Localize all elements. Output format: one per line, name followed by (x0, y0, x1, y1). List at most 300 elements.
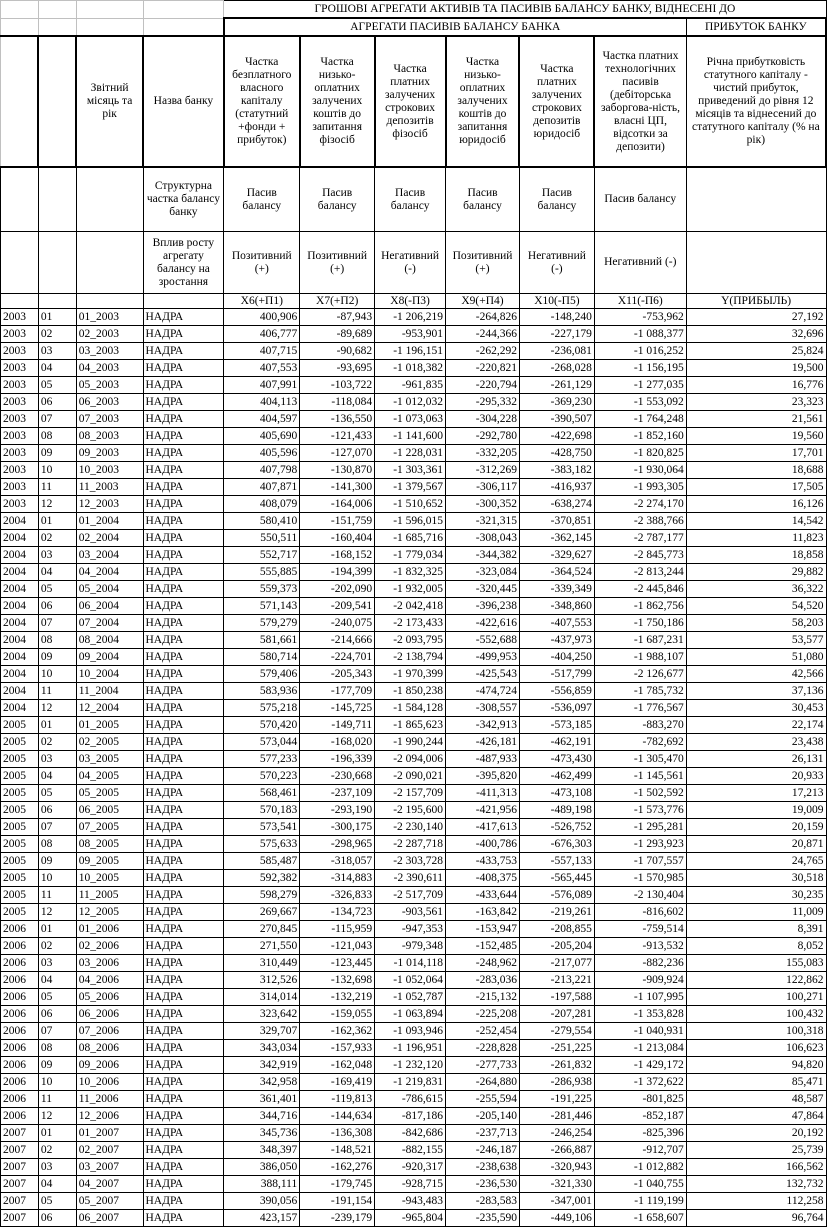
cell-x9[interactable]: -236,530 (446, 1176, 520, 1193)
cell-x10[interactable]: -261,129 (519, 377, 594, 394)
cell-y[interactable]: 112,258 (686, 1193, 826, 1210)
cell-x8[interactable]: -882,155 (375, 1142, 446, 1159)
cell-y[interactable]: 16,126 (686, 496, 826, 513)
cell[interactable] (76, 232, 143, 294)
cell[interactable] (1, 1, 39, 19)
cell-bank-name[interactable]: НАДРА (143, 1074, 224, 1091)
cell-x7[interactable]: -196,339 (300, 751, 375, 768)
cell-x7[interactable]: -168,020 (300, 734, 375, 751)
cell-month[interactable]: 08 (38, 428, 76, 445)
cell-month[interactable]: 03 (38, 343, 76, 360)
cell-y[interactable]: 155,083 (686, 955, 826, 972)
cell[interactable] (143, 18, 224, 36)
cell-month[interactable]: 05 (38, 581, 76, 598)
cell-y[interactable]: 22,174 (686, 717, 826, 734)
cell-month[interactable]: 06 (38, 1006, 76, 1023)
cell-month[interactable]: 04 (38, 1176, 76, 1193)
cell-period-code[interactable]: 08_2003 (76, 428, 143, 445)
cell-x6[interactable]: 573,044 (224, 734, 300, 751)
cell-year[interactable]: 2003 (1, 360, 39, 377)
cell-period-code[interactable]: 12_2003 (76, 496, 143, 513)
cell-x7[interactable]: -90,682 (300, 343, 375, 360)
cell-y[interactable]: 20,871 (686, 836, 826, 853)
cell[interactable] (76, 18, 143, 36)
cell-year[interactable]: 2004 (1, 700, 39, 717)
group-passive-header[interactable]: АГРЕГАТИ ПАСИВІВ БАЛАНСУ БАНКА (224, 18, 686, 36)
cell-bank-name[interactable]: НАДРА (143, 1057, 224, 1074)
cell-x9[interactable]: -422,616 (446, 615, 520, 632)
cell[interactable] (143, 294, 224, 309)
cell-year[interactable]: 2004 (1, 547, 39, 564)
cell-year[interactable]: 2004 (1, 649, 39, 666)
cell-x6[interactable]: 406,777 (224, 326, 300, 343)
cell-year[interactable]: 2004 (1, 666, 39, 683)
cell-x8[interactable]: -1 012,032 (375, 394, 446, 411)
cell-x7[interactable]: -119,813 (300, 1091, 375, 1108)
cell-bank-name[interactable]: НАДРА (143, 751, 224, 768)
cell-x11[interactable]: -825,396 (594, 1125, 686, 1142)
cell-x8[interactable]: -1 850,238 (375, 683, 446, 700)
cell-period-code[interactable]: 06_2005 (76, 802, 143, 819)
cell-y[interactable]: 18,688 (686, 462, 826, 479)
cell-period-code[interactable]: 05_2006 (76, 989, 143, 1006)
cell-year[interactable]: 2004 (1, 632, 39, 649)
cell-x6[interactable]: 270,845 (224, 921, 300, 938)
cell-x6[interactable]: 271,550 (224, 938, 300, 955)
cell-x10[interactable]: -286,938 (519, 1074, 594, 1091)
cell-x8[interactable]: -1 584,128 (375, 700, 446, 717)
cell-x10[interactable]: -428,750 (519, 445, 594, 462)
cell-x8[interactable]: -1 141,600 (375, 428, 446, 445)
cell-year[interactable]: 2005 (1, 819, 39, 836)
cell-x9[interactable]: -433,753 (446, 853, 520, 870)
cell-bank-name[interactable]: НАДРА (143, 921, 224, 938)
cell-x10[interactable]: -676,303 (519, 836, 594, 853)
cell-period-code[interactable]: 11_2004 (76, 683, 143, 700)
cell-year[interactable]: 2005 (1, 734, 39, 751)
cell-year[interactable]: 2004 (1, 598, 39, 615)
cell-x8[interactable]: -903,561 (375, 904, 446, 921)
cell-x7[interactable]: -115,959 (300, 921, 375, 938)
cell-y[interactable]: 8,391 (686, 921, 826, 938)
cell-bank-name[interactable]: НАДРА (143, 1210, 224, 1227)
cell-y[interactable]: 106,623 (686, 1040, 826, 1057)
cell-month[interactable]: 10 (38, 462, 76, 479)
cell-x11[interactable]: -1 820,825 (594, 445, 686, 462)
cell-year[interactable]: 2005 (1, 853, 39, 870)
cell-month[interactable]: 12 (38, 496, 76, 513)
header-x6[interactable]: Частка безплатного власного капіталу (статутний +фонди + прибуток) (224, 36, 300, 167)
cell-bank-name[interactable]: НАДРА (143, 411, 224, 428)
cell-x8[interactable]: -1 228,031 (375, 445, 446, 462)
impact-x11[interactable]: Негативний (-) (594, 232, 686, 294)
structure-x6[interactable]: Пасив балансу (224, 167, 300, 232)
cell-x11[interactable]: -883,270 (594, 717, 686, 734)
cell-year[interactable]: 2003 (1, 326, 39, 343)
cell-x7[interactable]: -121,043 (300, 938, 375, 955)
cell-month[interactable]: 01 (38, 309, 76, 326)
cell-x8[interactable]: -1 303,361 (375, 462, 446, 479)
cell-x7[interactable]: -103,722 (300, 377, 375, 394)
cell-x10[interactable]: -383,182 (519, 462, 594, 479)
cell-x8[interactable]: -965,804 (375, 1210, 446, 1227)
cell-y[interactable]: 25,739 (686, 1142, 826, 1159)
cell-x6[interactable]: 570,183 (224, 802, 300, 819)
cell-year[interactable]: 2005 (1, 904, 39, 921)
cell-year[interactable]: 2003 (1, 462, 39, 479)
cell-x7[interactable]: -202,090 (300, 581, 375, 598)
cell-bank-name[interactable]: НАДРА (143, 479, 224, 496)
cell-x8[interactable]: -1 865,623 (375, 717, 446, 734)
cell-x6[interactable]: 345,736 (224, 1125, 300, 1142)
cell-x9[interactable]: -225,208 (446, 1006, 520, 1023)
header-y[interactable]: Річна прибутковість статутного капіталу - чистий прибуток, приведений до рівня 12 місяців та віднесений до статутного капіталу (% на рік) (686, 36, 826, 167)
cell-month[interactable]: 03 (38, 955, 76, 972)
header-x10[interactable]: Частка платних залучених строкових депозитів юридосіб (519, 36, 594, 167)
cell-x9[interactable]: -395,820 (446, 768, 520, 785)
cell-x9[interactable]: -321,315 (446, 513, 520, 530)
cell-bank-name[interactable]: НАДРА (143, 581, 224, 598)
cell-y[interactable]: 100,318 (686, 1023, 826, 1040)
cell-year[interactable]: 2006 (1, 1057, 39, 1074)
cell-x6[interactable]: 329,707 (224, 1023, 300, 1040)
cell-x11[interactable]: -1 088,377 (594, 326, 686, 343)
cell-year[interactable]: 2006 (1, 1108, 39, 1125)
cell-x10[interactable]: -213,221 (519, 972, 594, 989)
cell-x7[interactable]: -168,152 (300, 547, 375, 564)
cell-bank-name[interactable]: НАДРА (143, 989, 224, 1006)
cell-year[interactable]: 2006 (1, 1074, 39, 1091)
cell-period-code[interactable]: 03_2003 (76, 343, 143, 360)
cell-period-code[interactable]: 04_2006 (76, 972, 143, 989)
cell-bank-name[interactable]: НАДРА (143, 1176, 224, 1193)
cell-period-code[interactable]: 04_2003 (76, 360, 143, 377)
cell-bank-name[interactable]: НАДРА (143, 836, 224, 853)
cell-x10[interactable]: -517,799 (519, 666, 594, 683)
cell-period-code[interactable]: 06_2007 (76, 1210, 143, 1227)
cell-x10[interactable]: -473,430 (519, 751, 594, 768)
cell-year[interactable]: 2004 (1, 615, 39, 632)
cell-y[interactable]: 47,864 (686, 1108, 826, 1125)
cell-x8[interactable]: -2 138,794 (375, 649, 446, 666)
cell-y[interactable]: 23,438 (686, 734, 826, 751)
cell-x7[interactable]: -136,308 (300, 1125, 375, 1142)
cell-y[interactable]: 20,159 (686, 819, 826, 836)
cell-y[interactable]: 100,271 (686, 989, 826, 1006)
cell-year[interactable]: 2003 (1, 343, 39, 360)
cell-period-code[interactable]: 01_2005 (76, 717, 143, 734)
cell-x8[interactable]: -961,835 (375, 377, 446, 394)
cell-x11[interactable]: -801,825 (594, 1091, 686, 1108)
cell-y[interactable]: 21,561 (686, 411, 826, 428)
cell-y[interactable]: 100,432 (686, 1006, 826, 1023)
cell-x7[interactable]: -293,190 (300, 802, 375, 819)
cell-x6[interactable]: 408,079 (224, 496, 300, 513)
cell-x11[interactable]: -1 145,561 (594, 768, 686, 785)
cell-period-code[interactable]: 04_2004 (76, 564, 143, 581)
cell-x6[interactable]: 407,798 (224, 462, 300, 479)
cell-period-code[interactable]: 02_2007 (76, 1142, 143, 1159)
cell-x10[interactable]: -320,943 (519, 1159, 594, 1176)
cell[interactable] (38, 1, 76, 19)
cell-x11[interactable]: -1 372,622 (594, 1074, 686, 1091)
cell-year[interactable]: 2006 (1, 1091, 39, 1108)
cell-period-code[interactable]: 06_2003 (76, 394, 143, 411)
cell-month[interactable]: 04 (38, 972, 76, 989)
cell-x7[interactable]: -318,057 (300, 853, 375, 870)
cell-x10[interactable]: -557,133 (519, 853, 594, 870)
cell-month[interactable]: 09 (38, 853, 76, 870)
cell-period-code[interactable]: 05_2007 (76, 1193, 143, 1210)
cell[interactable] (1, 232, 39, 294)
cell-x8[interactable]: -1 063,894 (375, 1006, 446, 1023)
cell-x6[interactable]: 575,633 (224, 836, 300, 853)
cell-y[interactable]: 58,203 (686, 615, 826, 632)
cell-x8[interactable]: -1 932,005 (375, 581, 446, 598)
cell-year[interactable]: 2006 (1, 972, 39, 989)
cell-x7[interactable]: -169,419 (300, 1074, 375, 1091)
cell-period-code[interactable]: 02_2004 (76, 530, 143, 547)
cell[interactable] (1, 36, 39, 167)
cell-month[interactable]: 01 (38, 717, 76, 734)
cell-bank-name[interactable]: НАДРА (143, 768, 224, 785)
cell-x11[interactable]: -852,187 (594, 1108, 686, 1125)
cell-x8[interactable]: -1 970,399 (375, 666, 446, 683)
impact-y[interactable] (686, 232, 826, 294)
cell-x8[interactable]: -2 517,709 (375, 887, 446, 904)
cell-x6[interactable]: 342,958 (224, 1074, 300, 1091)
cell-y[interactable]: 14,542 (686, 513, 826, 530)
cell-x10[interactable]: -638,274 (519, 496, 594, 513)
cell-x6[interactable]: 269,667 (224, 904, 300, 921)
cell-x11[interactable]: -1 213,084 (594, 1040, 686, 1057)
cell-x6[interactable]: 570,420 (224, 717, 300, 734)
cell-month[interactable]: 10 (38, 870, 76, 887)
cell[interactable] (38, 232, 76, 294)
cell-y[interactable]: 8,052 (686, 938, 826, 955)
cell[interactable] (38, 18, 76, 36)
cell-bank-name[interactable]: НАДРА (143, 666, 224, 683)
cell[interactable] (1, 18, 39, 36)
cell-period-code[interactable]: 11_2006 (76, 1091, 143, 1108)
cell-bank-name[interactable]: НАДРА (143, 615, 224, 632)
cell-period-code[interactable]: 09_2006 (76, 1057, 143, 1074)
cell-month[interactable]: 02 (38, 326, 76, 343)
cell-month[interactable]: 08 (38, 1040, 76, 1057)
cell-month[interactable]: 04 (38, 768, 76, 785)
cell-x11[interactable]: -816,602 (594, 904, 686, 921)
cell-month[interactable]: 04 (38, 564, 76, 581)
cell-x9[interactable]: -295,332 (446, 394, 520, 411)
cell-bank-name[interactable]: НАДРА (143, 938, 224, 955)
cell-y[interactable]: 25,824 (686, 343, 826, 360)
cell-x10[interactable]: -437,973 (519, 632, 594, 649)
header-period[interactable]: Звітний місяць та рік (76, 36, 143, 167)
cell-x9[interactable]: -332,205 (446, 445, 520, 462)
cell-bank-name[interactable]: НАДРА (143, 717, 224, 734)
cell[interactable] (76, 294, 143, 309)
cell-x10[interactable]: -364,524 (519, 564, 594, 581)
cell-x6[interactable]: 405,596 (224, 445, 300, 462)
cell-x9[interactable]: -474,724 (446, 683, 520, 700)
cell-x10[interactable]: -369,230 (519, 394, 594, 411)
impact-x10[interactable]: Негативний (-) (519, 232, 594, 294)
cell-x10[interactable]: -279,554 (519, 1023, 594, 1040)
cell-x9[interactable]: -237,713 (446, 1125, 520, 1142)
cell-year[interactable]: 2005 (1, 887, 39, 904)
cell-x9[interactable]: -344,382 (446, 547, 520, 564)
cell-y[interactable]: 32,696 (686, 326, 826, 343)
cell-period-code[interactable]: 07_2006 (76, 1023, 143, 1040)
cell-x9[interactable]: -255,594 (446, 1091, 520, 1108)
cell-year[interactable]: 2004 (1, 564, 39, 581)
cell-x11[interactable]: -2 813,244 (594, 564, 686, 581)
cell-x9[interactable]: -228,828 (446, 1040, 520, 1057)
cell-period-code[interactable]: 09_2004 (76, 649, 143, 666)
cell-x6[interactable]: 552,717 (224, 547, 300, 564)
cell-x11[interactable]: -1 930,064 (594, 462, 686, 479)
cell-bank-name[interactable]: НАДРА (143, 326, 224, 343)
cell-x6[interactable]: 580,410 (224, 513, 300, 530)
cell-bank-name[interactable]: НАДРА (143, 377, 224, 394)
cell-month[interactable]: 04 (38, 360, 76, 377)
cell-x11[interactable]: -1 687,231 (594, 632, 686, 649)
cell-period-code[interactable]: 10_2004 (76, 666, 143, 683)
cell-x9[interactable]: -215,132 (446, 989, 520, 1006)
cell-x8[interactable]: -2 287,718 (375, 836, 446, 853)
cell-x7[interactable]: -237,109 (300, 785, 375, 802)
cell-month[interactable]: 09 (38, 445, 76, 462)
cell-x9[interactable]: -292,780 (446, 428, 520, 445)
cell-y[interactable]: 20,192 (686, 1125, 826, 1142)
cell-year[interactable]: 2006 (1, 955, 39, 972)
cell-x8[interactable]: -1 779,034 (375, 547, 446, 564)
cell-x7[interactable]: -127,070 (300, 445, 375, 462)
cell-month[interactable]: 02 (38, 734, 76, 751)
header-x9[interactable]: Частка низько-оплатних залучених коштів до запитання юридосіб (446, 36, 520, 167)
cell-x10[interactable]: -473,108 (519, 785, 594, 802)
cell-bank-name[interactable]: НАДРА (143, 513, 224, 530)
cell-x8[interactable]: -2 042,418 (375, 598, 446, 615)
cell-x6[interactable]: 570,223 (224, 768, 300, 785)
cell-x7[interactable]: -160,404 (300, 530, 375, 547)
cell-x8[interactable]: -2 390,611 (375, 870, 446, 887)
cell-x11[interactable]: -1 156,195 (594, 360, 686, 377)
cell-bank-name[interactable]: НАДРА (143, 870, 224, 887)
cell-month[interactable]: 05 (38, 989, 76, 1006)
cell-y[interactable]: 85,471 (686, 1074, 826, 1091)
cell-x10[interactable]: -321,330 (519, 1176, 594, 1193)
cell-bank-name[interactable]: НАДРА (143, 972, 224, 989)
cell-x11[interactable]: -1 658,607 (594, 1210, 686, 1227)
cell-x9[interactable]: -552,688 (446, 632, 520, 649)
cell-x9[interactable]: -396,238 (446, 598, 520, 615)
cell-period-code[interactable]: 04_2007 (76, 1176, 143, 1193)
cell-x8[interactable]: -1 018,382 (375, 360, 446, 377)
cell-x8[interactable]: -1 232,120 (375, 1057, 446, 1074)
cell-year[interactable]: 2003 (1, 377, 39, 394)
cell-year[interactable]: 2007 (1, 1176, 39, 1193)
cell-x9[interactable]: -421,956 (446, 802, 520, 819)
cell-x6[interactable]: 348,397 (224, 1142, 300, 1159)
cell-x9[interactable]: -433,644 (446, 887, 520, 904)
cell-bank-name[interactable]: НАДРА (143, 547, 224, 564)
cell-y[interactable]: 11,009 (686, 904, 826, 921)
cell-bank-name[interactable]: НАДРА (143, 309, 224, 326)
cell-x11[interactable]: -759,514 (594, 921, 686, 938)
cell-month[interactable]: 09 (38, 1057, 76, 1074)
cell-x8[interactable]: -2 303,728 (375, 853, 446, 870)
cell-x8[interactable]: -2 173,433 (375, 615, 446, 632)
cell-x6[interactable]: 312,526 (224, 972, 300, 989)
cell-x10[interactable]: -370,851 (519, 513, 594, 530)
cell-month[interactable]: 11 (38, 479, 76, 496)
cell-bank-name[interactable]: НАДРА (143, 683, 224, 700)
cell-period-code[interactable]: 11_2005 (76, 887, 143, 904)
structure-x7[interactable]: Пасив балансу (300, 167, 375, 232)
cell-x6[interactable]: 573,541 (224, 819, 300, 836)
cell-x7[interactable]: -141,300 (300, 479, 375, 496)
cell-bank-name[interactable]: НАДРА (143, 462, 224, 479)
cell-x10[interactable]: -526,752 (519, 819, 594, 836)
cell-x8[interactable]: -2 090,021 (375, 768, 446, 785)
cell-year[interactable]: 2006 (1, 1023, 39, 1040)
cell-x7[interactable]: -121,433 (300, 428, 375, 445)
structure-x10[interactable]: Пасив балансу (519, 167, 594, 232)
cell-x9[interactable]: -244,366 (446, 326, 520, 343)
cell-x10[interactable]: -236,081 (519, 343, 594, 360)
cell[interactable] (38, 36, 76, 167)
cell-x9[interactable]: -220,794 (446, 377, 520, 394)
cell-bank-name[interactable]: НАДРА (143, 1023, 224, 1040)
cell-year[interactable]: 2003 (1, 394, 39, 411)
cell-x7[interactable]: -132,219 (300, 989, 375, 1006)
cell-x8[interactable]: -2 094,006 (375, 751, 446, 768)
cell-period-code[interactable]: 02_2006 (76, 938, 143, 955)
cell-x8[interactable]: -1 052,064 (375, 972, 446, 989)
cell-year[interactable]: 2006 (1, 1040, 39, 1057)
cell-x10[interactable]: -217,077 (519, 955, 594, 972)
cell-period-code[interactable]: 09_2005 (76, 853, 143, 870)
cell-bank-name[interactable]: НАДРА (143, 819, 224, 836)
cell-x6[interactable]: 344,716 (224, 1108, 300, 1125)
cell-x8[interactable]: -1 379,567 (375, 479, 446, 496)
cell-x8[interactable]: -943,483 (375, 1193, 446, 1210)
cell-x9[interactable]: -238,638 (446, 1159, 520, 1176)
code-y[interactable]: Y(ПРИБЫЛЬ) (686, 294, 826, 309)
cell-y[interactable]: 16,776 (686, 377, 826, 394)
cell-year[interactable]: 2004 (1, 683, 39, 700)
cell-x11[interactable]: -1 988,107 (594, 649, 686, 666)
cell-bank-name[interactable]: НАДРА (143, 564, 224, 581)
cell-month[interactable]: 02 (38, 1142, 76, 1159)
cell-bank-name[interactable]: НАДРА (143, 343, 224, 360)
cell-x7[interactable]: -151,759 (300, 513, 375, 530)
cell-year[interactable]: 2007 (1, 1193, 39, 1210)
cell-month[interactable]: 06 (38, 394, 76, 411)
structure-y[interactable] (686, 167, 826, 232)
cell-x7[interactable]: -144,634 (300, 1108, 375, 1125)
cell-year[interactable]: 2003 (1, 445, 39, 462)
cell-bank-name[interactable]: НАДРА (143, 1142, 224, 1159)
cell-bank-name[interactable]: НАДРА (143, 1006, 224, 1023)
cell-x8[interactable]: -947,353 (375, 921, 446, 938)
cell-x10[interactable]: -219,261 (519, 904, 594, 921)
cell-x10[interactable]: -576,089 (519, 887, 594, 904)
cell-month[interactable]: 06 (38, 802, 76, 819)
cell-x10[interactable]: -348,860 (519, 598, 594, 615)
cell-x11[interactable]: -1 862,756 (594, 598, 686, 615)
